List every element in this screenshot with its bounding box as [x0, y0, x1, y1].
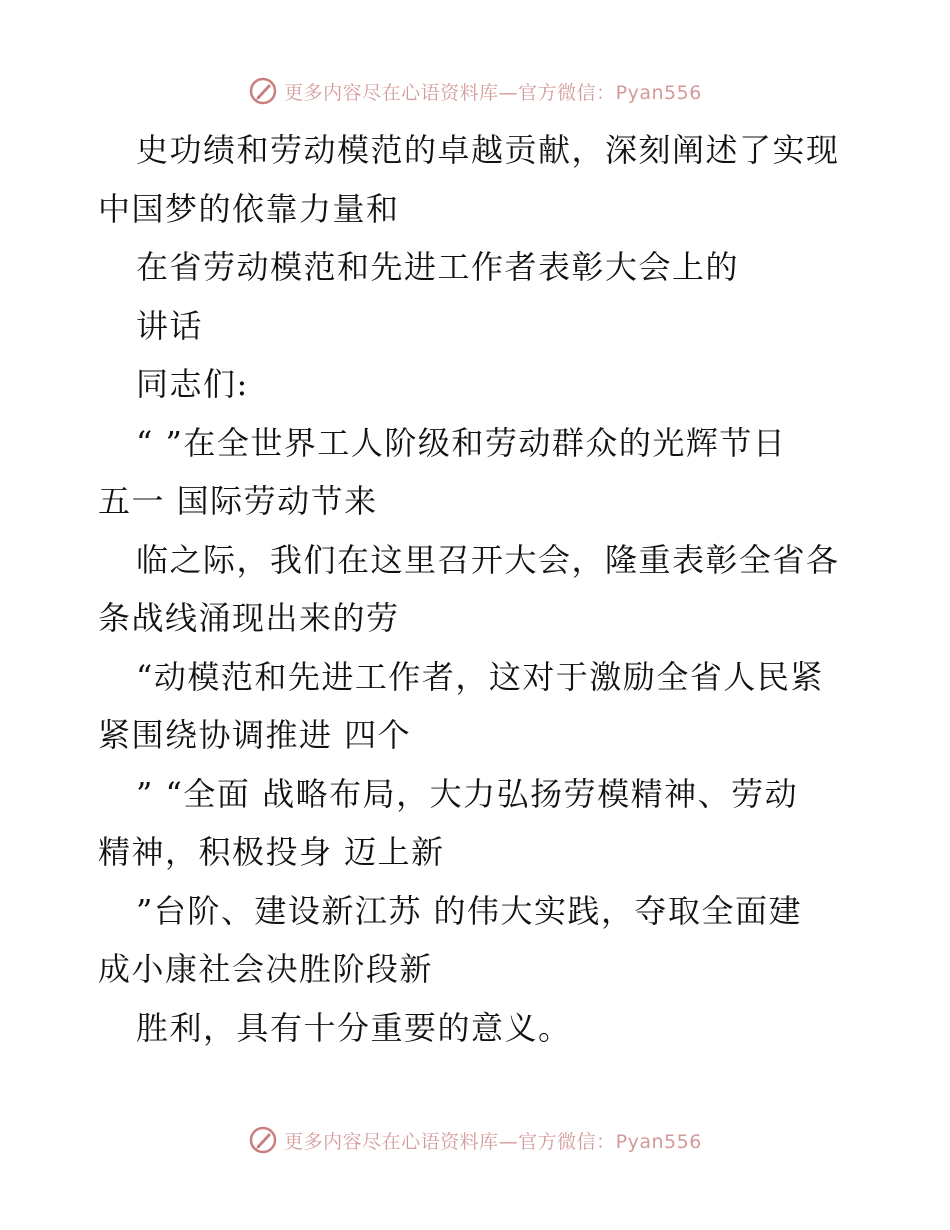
paragraph-line: “ ”在全世界工人阶级和劳动群众的光辉节日	[136, 423, 787, 462]
quill-pen-seal-icon	[248, 1125, 278, 1155]
paragraph-line: 胜利，具有十分重要的意义。	[136, 1008, 572, 1047]
footer-watermark	[0, 1120, 950, 1160]
paragraph-line: 五一 国际劳动节来	[98, 482, 378, 520]
paragraph-line: 精神，积极投身 迈上新	[98, 833, 445, 871]
quill-pen-seal-icon	[248, 76, 278, 106]
paragraph-line: 中国梦的依靠力量和	[98, 189, 400, 228]
paragraph-line: 史功绩和劳动模范的卓越贡献，深刻阐述了实现	[136, 131, 840, 169]
watermark-group	[248, 76, 702, 106]
watermark-group	[248, 1125, 702, 1155]
paragraph-line: “动模范和先进工作者，这对于激励全省人民紧	[136, 657, 824, 696]
paragraph-line: 条战线涌现出来的劳	[98, 599, 400, 637]
paragraph-line: 成小康社会决胜阶段新	[98, 950, 434, 988]
header-watermark	[0, 71, 950, 111]
watermark-text: 更多内容尽在心语资料库—官方微信：Pyan556	[284, 81, 702, 104]
document-body	[98, 121, 858, 1057]
paragraph-line: 在省劳动模范和先进工作者表彰大会上的	[136, 248, 740, 286]
paragraph-line: 临之际，我们在这里召开大会，隆重表彰全省各	[136, 540, 840, 579]
paragraph-line: ”台阶、建设新江苏 的伟大实践，夺取全面建	[136, 891, 803, 930]
paragraph-line: 讲话	[136, 306, 204, 345]
paragraph-line: ” “全面 战略布局，大力弘扬劳模精神、劳动	[136, 774, 799, 813]
paragraph-line: 同志们:	[136, 365, 249, 403]
paragraph-line: 紧围绕协调推进 四个	[98, 716, 412, 754]
watermark-text: 更多内容尽在心语资料库—官方微信：Pyan556	[284, 1130, 702, 1153]
